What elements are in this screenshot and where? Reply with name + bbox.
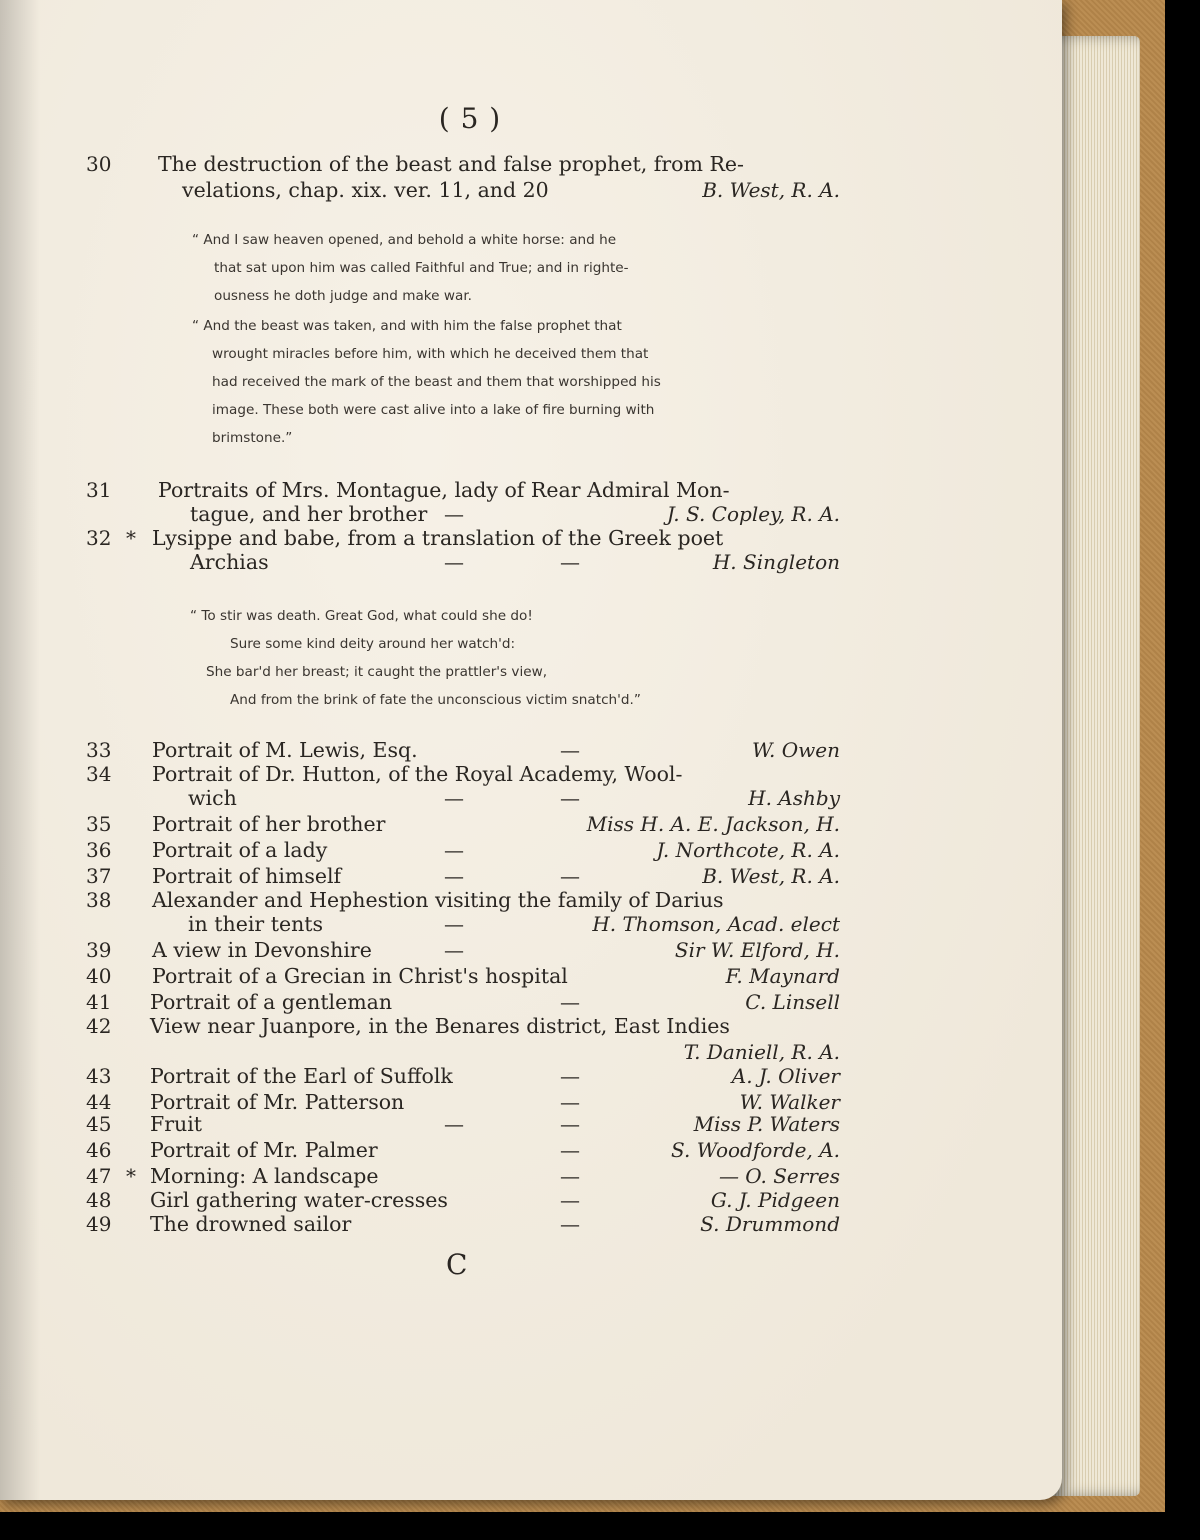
entry-dash: — xyxy=(560,550,580,574)
entry-artist: — O. Serres xyxy=(718,1164,840,1188)
entry-title-line: Portrait of a gentleman xyxy=(150,990,393,1014)
entry-number: 49 xyxy=(86,1212,112,1236)
entry-number: 48 xyxy=(86,1188,112,1212)
entry-number: 44 xyxy=(86,1090,112,1114)
entry-title-line: Portraits of Mrs. Montague, lady of Rear Admiral Mon- xyxy=(158,478,730,502)
entry-asterisk: * xyxy=(126,1164,136,1188)
entry-dash: — xyxy=(444,550,464,574)
entry-number: 41 xyxy=(86,990,112,1014)
entry-artist: H. Ashby xyxy=(748,786,840,810)
entry-artist: Miss H. A. E. Jackson, H. xyxy=(586,812,840,836)
entry-title-line: View near Juanpore, in the Benares district, East Indies xyxy=(150,1014,730,1038)
quotation-line: that sat upon him was called Faithful and True; and in righte- xyxy=(214,260,629,276)
entry-title-line: Portrait of Mr. Patterson xyxy=(150,1090,405,1114)
entry-artist: B. West, R. A. xyxy=(702,864,840,888)
entry-dash: — xyxy=(560,864,580,888)
quotation-line: And from the brink of fate the unconscious victim snatch'd.” xyxy=(230,692,641,708)
entry-title-line: wich xyxy=(188,786,237,810)
entry-title-line: Portrait of M. Lewis, Esq. xyxy=(152,738,418,762)
entry-artist: J. S. Copley, R. A. xyxy=(666,502,840,526)
entry-number: 37 xyxy=(86,864,112,888)
entry-artist: T. Daniell, R. A. xyxy=(683,1040,840,1064)
entry-dash: — xyxy=(560,1112,580,1136)
entry-artist: W. Walker xyxy=(739,1090,840,1114)
entry-artist: J. Northcote, R. A. xyxy=(656,838,840,862)
quotation-line: had received the mark of the beast and them that worshipped his xyxy=(212,374,661,390)
entry-number: 46 xyxy=(86,1138,112,1162)
entry-dash: — xyxy=(560,786,580,810)
quotation-line: “ And the beast was taken, and with him the false prophet that xyxy=(192,318,622,334)
quotation-line: She bar'd her breast; it caught the prattler's view, xyxy=(206,664,548,680)
entry-title-line: A view in Devonshire xyxy=(152,938,372,962)
entry-title-line: The destruction of the beast and false prophet, from Re- xyxy=(158,152,744,176)
entry-title-line: in their tents xyxy=(188,912,324,936)
entry-number: 47 xyxy=(86,1164,112,1188)
entry-number: 36 xyxy=(86,838,112,862)
entry-asterisk: * xyxy=(126,526,136,550)
entry-dash: — xyxy=(444,786,464,810)
entry-dash: — xyxy=(560,1090,580,1114)
page-number: ( 5 ) xyxy=(438,102,502,135)
entry-title-line: The drowned sailor xyxy=(150,1212,352,1236)
quotation-line: wrought miracles before him, with which he deceived them that xyxy=(212,346,649,362)
entry-dash: — xyxy=(444,864,464,888)
entry-dash: — xyxy=(560,1064,580,1088)
entry-dash: — xyxy=(560,738,580,762)
entry-artist: G. J. Pidgeen xyxy=(710,1188,840,1212)
entry-title-line: Portrait of a lady xyxy=(152,838,328,862)
quotation-line: ousness he doth judge and make war. xyxy=(214,288,472,304)
entry-dash: — xyxy=(560,1164,580,1188)
entry-title-line: Fruit xyxy=(150,1112,203,1136)
entry-artist: A. J. Oliver xyxy=(731,1064,840,1088)
entry-dash: — xyxy=(560,1188,580,1212)
entry-dash: — xyxy=(444,912,464,936)
entry-number: 30 xyxy=(86,152,112,176)
entry-number: 39 xyxy=(86,938,112,962)
entry-number: 40 xyxy=(86,964,112,988)
entry-dash: — xyxy=(444,838,464,862)
entry-title-line: velations, chap. xix. ver. 11, and 20 xyxy=(182,178,549,202)
entry-artist: C. Linsell xyxy=(745,990,840,1014)
entry-title-line: Morning: A landscape xyxy=(150,1164,379,1188)
entry-artist: S. Drummond xyxy=(700,1212,840,1236)
entry-number: 38 xyxy=(86,888,112,912)
entry-dash: — xyxy=(560,990,580,1014)
entry-title-line: Archias xyxy=(190,550,269,574)
entry-artist: H. Singleton xyxy=(712,550,840,574)
entry-title-line: Portrait of a Grecian in Christ's hospital xyxy=(152,964,568,988)
entry-artist: S. Woodforde, A. xyxy=(671,1138,840,1162)
entry-dash: — xyxy=(444,502,464,526)
entry-artist: W. Owen xyxy=(751,738,840,762)
entry-artist: Sir W. Elford, H. xyxy=(674,938,840,962)
entry-dash: — xyxy=(444,938,464,962)
entry-number: 34 xyxy=(86,762,112,786)
entry-title-line: Portrait of the Earl of Suffolk xyxy=(150,1064,453,1088)
entry-dash: — xyxy=(560,1138,580,1162)
entry-title-line: tague, and her brother xyxy=(190,502,428,526)
entry-dash: — xyxy=(444,1112,464,1136)
entry-number: 43 xyxy=(86,1064,112,1088)
entry-title-line: Portrait of himself xyxy=(152,864,342,888)
entry-number: 45 xyxy=(86,1112,112,1136)
quotation-line: brimstone.” xyxy=(212,430,293,446)
entry-title-line: Portrait of Dr. Hutton, of the Royal Academy, Wool- xyxy=(152,762,683,786)
entry-artist: H. Thomson, Acad. elect xyxy=(592,912,840,936)
entry-number: 32 xyxy=(86,526,112,550)
entry-artist: Miss P. Waters xyxy=(693,1112,840,1136)
entry-dash: — xyxy=(560,1212,580,1236)
entry-number: 31 xyxy=(86,478,112,502)
quotation-line: Sure some kind deity around her watch'd: xyxy=(230,636,516,652)
page-gutter-shadow xyxy=(0,0,40,1500)
quotation-line: image. These both were cast alive into a lake of fire burning with xyxy=(212,402,655,418)
entry-title-line: Lysippe and babe, from a translation of the Greek poet xyxy=(152,526,724,550)
quotation-line: “ And I saw heaven opened, and behold a white horse: and he xyxy=(192,232,617,248)
entry-title-line: Portrait of Mr. Palmer xyxy=(150,1138,378,1162)
entry-number: 33 xyxy=(86,738,112,762)
entry-title-line: Portrait of her brother xyxy=(152,812,386,836)
entry-artist: B. West, R. A. xyxy=(702,178,840,202)
entry-title-line: Girl gathering water-cresses xyxy=(150,1188,448,1212)
entry-artist: F. Maynard xyxy=(725,964,840,988)
entry-number: 35 xyxy=(86,812,112,836)
quotation-line: “ To stir was death. Great God, what could she do! xyxy=(190,608,533,624)
entry-title-line: Alexander and Hephestion visiting the family of Darius xyxy=(152,888,724,912)
entry-number: 42 xyxy=(86,1014,112,1038)
signature-mark: C xyxy=(446,1248,468,1281)
